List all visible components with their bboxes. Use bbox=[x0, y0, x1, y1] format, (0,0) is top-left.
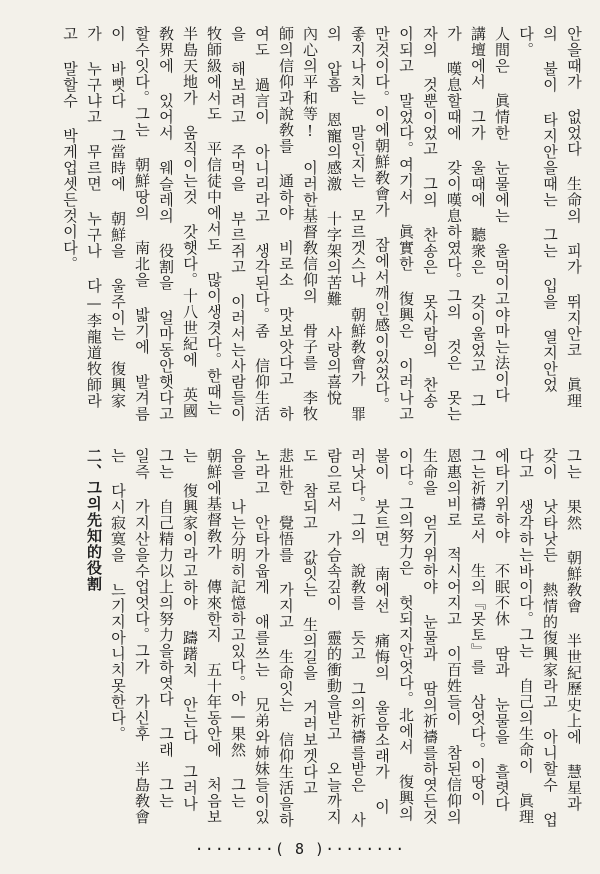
section-heading: 二、그의先知的役割 bbox=[85, 448, 103, 592]
page-number: ········( 8 )········ bbox=[194, 840, 406, 858]
paragraph: 안을때가 없었다 生命의 피가 뛰지안코 眞理의 불이 타지안을때는 그는 입을 열지안었다。 bbox=[517, 26, 583, 409]
paragraph: 人間은 眞情한 눈물에는 울먹이고야마는法이다 講壇에서 그가 울때에 聽衆은 갖이울었고 그가 嘆息할때에 갖이嘆息하였다。그의 것은 못는자의 것뿐이었고 그의 찬송은 못사람의 찬송이되고 말었다。여기서 眞實한 復興은 이러나고만것이다。이에朝鮮敎會가 잠에서깨인感이있었다。좋지나치는 말인지는 모르겟스나 朝鮮敎會가 罪의 압흠 恩寵의感激 十字架의苦難 사랑의喜悅 內心의平和等! 이러한基督敎信仰의 骨子를 李牧師의信仰과說敎를 通하야 비로소 맛보앗다고 하여도 過言이 아니리라고 생각된다。좀 信仰生活을 해보려고 주먹을 부르쥐고 이러서는사람들이 牧師級에서도 平信徒中에서도 많이생겻다。한때는 半島天地가 움직이는것 갓햇다。十八世紀에 英國敎界에 있어서 웨슬레의 役割을 얼마동안햇다고 할수잇다。그는 朝鮮땅의 南北을 밟기에 발겨름이 바뻣다 그當時에 朝鮮을 울주이는 復興家가 누구냐고 무르면 누구나 다—李龍道牧師라고 말할수 박게업셋든것이다。 bbox=[61, 26, 511, 422]
text-block-bottom bbox=[16, 448, 586, 830]
paragraph: 그는 果然 朝鮮敎會 半世紀歷史上에 慧星과 갖이 낫타낫든 熱情的復興家라고 아니할수 업다고 생각하는바이다。그는 自己의生命이 眞理에타기위하야 不眠不休 땀과 눈물을 흘렷다 그는祈禱로서 生의『못토』를 삼엇다。이땅이 恩惠의비로 적시어지고 이百姓들이 참된信仰의 生命을 얻기위하야 눈물과 땀의祈禱를하엿든것이다。그의努力은 헛되지안엇다。北에서 復興의 불이 붓트면 南에선 痛悔의 울음소래가 이러낫다。그의 說敎를 듯고 그의祈禱를받은 사람으로서 가슴속깊이 靈的衝動을받고 오늘까지도 참되고 값잇는 生의길을 거러보겟다고 悲壯한 覺悟를 가지고 生命잇는 信仰生活을하노라고 안타가웁게 애를쓰는 兄弟와姉妹들이있음을 나는分明히記憶하고있다。아—果然 그는 朝鮮에基督敎가 傳來한지 五十年동안에 처음보는 復興家이라고하야 躊躇치 안는다 그러나 그는 自己精力以上의努力을하엿다 그래 그는 일즉 가지산을수업엇다。그가 가신후 半島敎會는 다시寂寞을 느기지아니치못한다。 bbox=[109, 448, 583, 828]
text-block-top bbox=[16, 26, 586, 422]
